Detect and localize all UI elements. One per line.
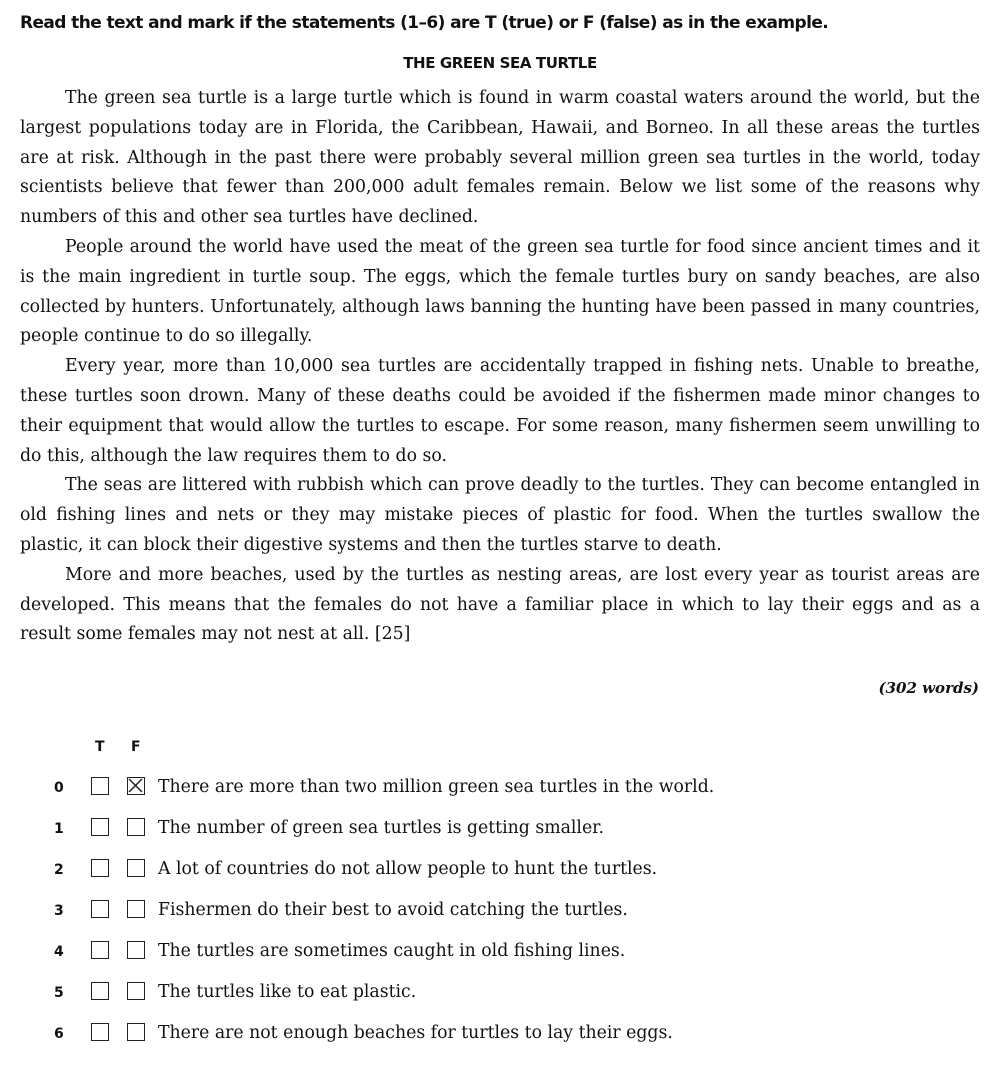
false-checkbox[interactable] [127, 777, 145, 795]
statement-row [0, 852, 1000, 886]
false-checkbox[interactable] [127, 818, 145, 836]
false-checkbox[interactable] [127, 900, 145, 918]
statement-row [0, 893, 1000, 927]
statement-row [0, 1016, 1000, 1050]
statement-number: 6 [54, 1026, 64, 1042]
statement-text: A lot of countries do not allow people to hunt the turtles. [158, 859, 658, 879]
cross-mark-icon [128, 778, 143, 793]
statement-number: 4 [54, 944, 64, 960]
statement-number: 1 [54, 821, 64, 837]
word-count: (302 words) [878, 679, 979, 697]
statement-number: 3 [54, 903, 64, 919]
statement-row [0, 770, 1000, 804]
article-title: THE GREEN SEA TURTLE [403, 54, 597, 72]
true-checkbox[interactable] [91, 818, 109, 836]
statement-number: 0 [54, 780, 64, 796]
article-paragraph: People around the world have used the meat of the green sea turtle for food since ancient times and it is the main ingredient in turtle soup. The eggs, which the female turtles bury on sandy beaches, are also collected by hunters. Unfortunately, although laws banning the hunting have been passed in many countries, people continue to do so illegally. [20, 236, 980, 347]
article-paragraph: The seas are littered with rubbish which can prove deadly to the turtles. They can become entangled in old fishing lines and nets or they may mistake pieces of plastic for food. When the turtles swallow the plastic, it can block their digestive systems and then the turtles starve to death. [20, 475, 980, 555]
true-checkbox[interactable] [91, 1023, 109, 1041]
statement-text: Fishermen do their best to avoid catching the turtles. [158, 900, 628, 920]
statement-text: The turtles are sometimes caught in old fishing lines. [158, 941, 626, 961]
article-paragraph: The green sea turtle is a large turtle which is found in warm coastal waters around the world, but the largest populations today are in Florida, the Caribbean, Hawaii, and Borneo. In all these areas the turtles are at risk. Although in the past there were probably several million green sea turtles in the world, today scientists believe that fewer than 200,000 adult females remain. Below we list some of the reasons why numbers of this and other sea turtles have declined. [20, 88, 980, 228]
statement-row [0, 811, 1000, 845]
false-checkbox[interactable] [127, 941, 145, 959]
statement-text: There are not enough beaches for turtles to lay their eggs. [158, 1023, 673, 1043]
true-checkbox[interactable] [91, 859, 109, 877]
statement-number: 5 [54, 985, 64, 1001]
false-checkbox[interactable] [127, 859, 145, 877]
statement-text: The number of green sea turtles is getting smaller. [158, 818, 605, 838]
false-column-header: F [131, 739, 141, 755]
true-checkbox[interactable] [91, 777, 109, 795]
instructions: Read the text and mark if the statements (1–6) are T (true) or F (false) as in the example. [20, 13, 829, 33]
article-body [20, 84, 980, 650]
statement-row [0, 934, 1000, 968]
false-checkbox[interactable] [127, 1023, 145, 1041]
statement-text: The turtles like to eat plastic. [158, 982, 417, 1002]
false-checkbox[interactable] [127, 982, 145, 1000]
statement-text: There are more than two million green sea turtles in the world. [158, 777, 715, 797]
true-column-header: T [95, 739, 105, 755]
true-checkbox[interactable] [91, 941, 109, 959]
statement-number: 2 [54, 862, 64, 878]
true-checkbox[interactable] [91, 900, 109, 918]
statement-row [0, 975, 1000, 1009]
true-checkbox[interactable] [91, 982, 109, 1000]
article-paragraph: Every year, more than 10,000 sea turtles are accidentally trapped in fishing nets. Unable to breathe, these turtles soon drown. Many of these deaths could be avoided if the fishermen made minor changes to their equipment that would allow the turtles to escape. For some reason, many fishermen seem unwilling to do this, although the law requires them to do so. [20, 356, 980, 466]
article-paragraph: More and more beaches, used by the turtles as nesting areas, are lost every year as tourist areas are developed. This means that the females do not have a familiar place in which to lay their eggs and as a result some females may not nest at all. [25] [20, 564, 980, 645]
